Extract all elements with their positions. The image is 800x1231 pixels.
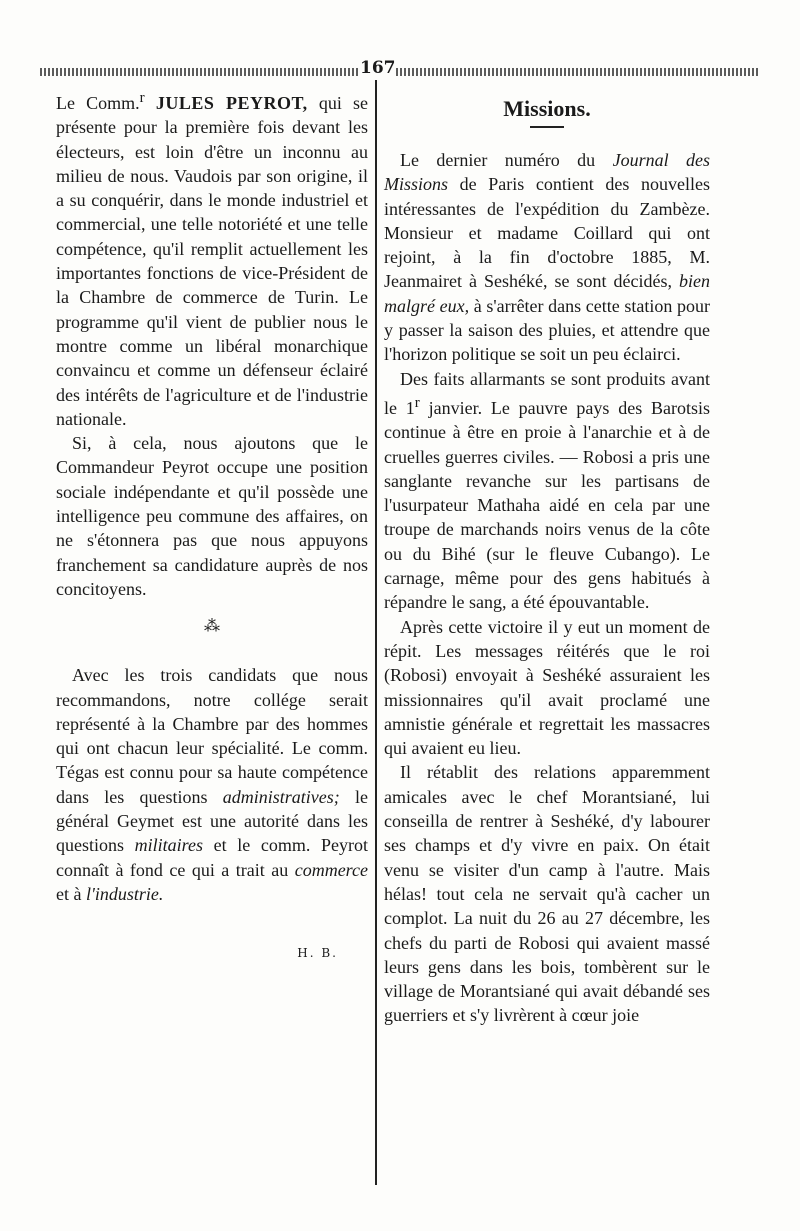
right-paragraph-4: Il rétablit des relations apparemment amicales avec le chef Morantsiané, lui conseilla de rentrer à Seshéké, d'y labourer ses champs et d'y vivre en paix. On était venu se visiter d'un camp à l'autre. Mais hélas! tout cela ne servait qu'à cacher un complot. La nuit du 26 au 27 décembre, les chefs du parti de Robosi qui avaient massé leurs gens dans les bois, tombèrent sur le village de Morantsiané qui avait débandé ses guerriers et s'y livrèrent à cœur joie	[384, 762, 710, 1026]
left-paragraph-1	[56, 86, 368, 431]
left-p3-text-b: le général Geymet est une autorité dans les questions	[56, 786, 368, 856]
column-divider	[375, 80, 377, 1185]
asterism: ⁂	[204, 616, 220, 636]
left-p3-emphasis-1: administratives;	[222, 786, 340, 807]
right-p1-text-b: de Paris contient des nouvelles intéressantes de l'expédition du Zambèze. Monsieur et madame Coillard qui ont rejoint, à la fin d'octobre 1885, M. Jeanmairet à Seshéké, se sont décidés,	[384, 174, 711, 292]
section-title: Missions.	[503, 96, 591, 121]
left-paragraph-2: Si, à cela, nous ajoutons que le Commandeur Peyrot occupe une position sociale indépendante et qu'il possède une intelligence peu commune des affaires, on ne s'étonnera pas que nous appuyons franchement sa candidature auprès de nos concitoyens.	[56, 433, 368, 599]
left-paragraph-3	[56, 663, 368, 906]
right-paragraph-1	[384, 148, 710, 367]
title-rule	[530, 126, 564, 128]
right-p2-sup: r	[414, 394, 420, 411]
page-number: 167	[360, 58, 396, 78]
journal-title: Journal des Missions	[384, 150, 711, 195]
left-column	[56, 86, 368, 960]
left-p3-text-a: Avec les trois candidats que nous recommandons, notre collége serait représenté à la Chambre par des hommes qui ont chacun leur spécialité. Le comm. Tégas est connu pour sa haute compétence dans les questions	[56, 665, 368, 807]
page-header	[40, 58, 760, 82]
right-p2-text-b: janvier. Le pauvre pays des Barotsis continue à être en proie à l'anarchie et à de cruelles guerres civiles. — Robosi a pris une sanglante revanche sur les partisans de l'usurpateur Mathaha aidé en cela par une troupe de marchands noirs venus de la côte ou du Bihé (sur le fleuve Cubango). Le carnage, même pour des gens habitués à répandre le sang, a été épouvantable.	[384, 397, 710, 613]
right-p1-text-a: Le dernier numéro du	[400, 150, 596, 170]
right-p1-emphasis: bien malgré eux,	[384, 271, 710, 316]
header-ornament-left	[40, 68, 358, 76]
left-p1-prefix: Le Comm.	[56, 93, 140, 113]
right-column	[384, 86, 710, 1028]
left-p1-sup: r	[139, 90, 145, 106]
left-p1-text: qui se présente pour la première fois devant les électeurs, est loin d'être un inconnu au milieu de nous. Vaudois par son origine, il a su conquérir, dans le monde industriel et commercial, une telle notoriété et une telle compétence, qu'il remplit actuellement les importantes fonctions de vice-Président de la Chambre de commerce de Turin. Le programme qu'il vient de publier nous le montre comme un libéral monarchique convaincu et comme un défenseur éclairé des intérêts de l'agriculture et de l'industrie nationale.	[56, 93, 369, 429]
left-p3-emphasis-2: militaires	[134, 835, 203, 856]
left-p3-text-c: et le comm. Peyrot connaît à fond ce qui a trait au	[56, 835, 369, 880]
left-p3-emphasis-4: l'industrie.	[85, 883, 164, 904]
right-p2-text-a: Des faits allarmants se sont produits avant le 1	[384, 368, 710, 418]
left-p3-emphasis-3: commerce	[294, 859, 368, 880]
author-signature: H. B.	[297, 946, 338, 961]
right-paragraph-2	[384, 367, 710, 615]
candidate-name: JULES PEYROT,	[155, 93, 308, 113]
left-p3-text-d: et à	[56, 883, 82, 904]
header-ornament-right	[396, 68, 760, 76]
right-paragraph-3: Après cette victoire il y eut un moment de répit. Les messages réitérés que le roi (Robosi) envoyait à Seshéké assuraient les missionnaires qu'il avait proclamé une amnistie générale et regrettait les massacres qui avaient eu lieu.	[384, 616, 710, 759]
right-p1-text-c: à s'arrêter dans cette station pour y passer la saison des pluies, et attendre que l'horizon politique se soit un peu éclairci.	[384, 295, 710, 365]
